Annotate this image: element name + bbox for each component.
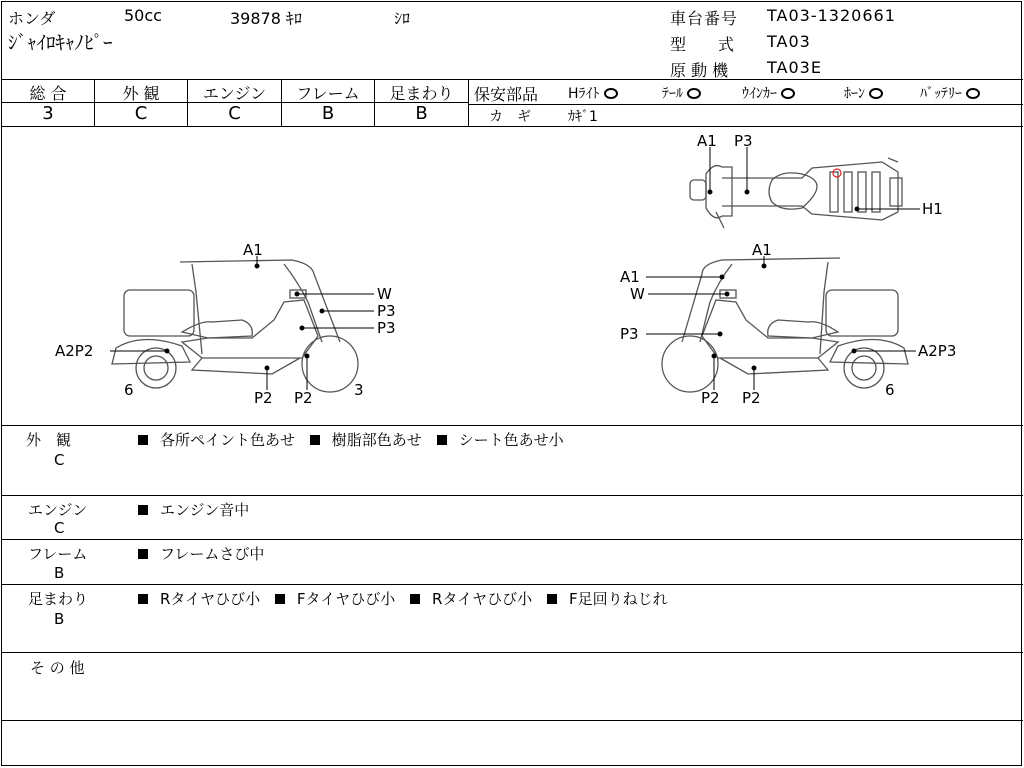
divider [2,720,1023,721]
note-label-exterior: 外 観 [26,431,72,449]
label-top-a1: A1 [697,132,717,150]
safety-item-battery: ﾊﾞｯﾃﾘｰ [920,83,980,103]
label-left-3: 3 [354,381,364,399]
ok-mark-icon [966,88,980,99]
grade-label-engine: エンジン [202,84,267,103]
ok-mark-icon [687,88,701,99]
key-value: ｶｷﾞ1 [568,109,598,125]
divider [2,584,1023,585]
label-right-a1-top: A1 [752,241,772,259]
divider [2,652,1023,653]
bullet-icon [410,594,420,604]
bullet-icon [138,594,148,604]
label-top-h1: H1 [922,200,943,218]
bullet-icon [275,594,285,604]
note-item: 各所ペイント色あせ [160,431,296,449]
label-top-p3: P3 [734,132,753,150]
note-items-frame [138,543,274,564]
note-item: Rタイヤひび小 [160,590,261,608]
grade-label-suspension: 足まわり [389,84,454,103]
note-grade-frame: B [54,564,65,582]
safety-item-tail: ﾃｰﾙ [662,83,701,103]
model-name: ｼﾞｬｲﾛｷｬﾉﾋﾟｰ [8,32,113,54]
grade-label-overall: 総 合 [29,84,67,103]
grade-label-exterior: 外 観 [122,84,160,103]
divider [2,495,1023,496]
damage-mark-icon [833,169,841,177]
note-grade-suspension: B [54,610,65,628]
label-left-a1: A1 [243,241,263,259]
bullet-icon [437,435,447,445]
note-label-suspension: 足まわり [28,590,89,608]
note-items-engine [138,499,259,520]
label-left-p2b: P2 [294,389,313,407]
note-item: 樹脂部色あせ [331,431,422,449]
type-value: TA03 [767,32,811,51]
label-left-6: 6 [124,381,134,399]
bullet-icon [547,594,557,604]
bullet-icon [310,435,320,445]
note-item: F足回りねじれ [568,590,668,608]
left-side-scooter [112,260,358,392]
note-item: フレームさび中 [160,545,265,563]
inspection-sheet [1,1,1022,766]
label-right-p2a: P2 [701,389,720,407]
note-items-suspension [138,588,678,609]
note-label-engine: エンジン [28,501,88,519]
label-right-a1: A1 [620,268,640,286]
frame-no-label: 車台番号 [670,9,739,28]
bullet-icon [138,505,148,515]
mileage: 39878 ｷﾛ [230,9,302,28]
label-right-6: 6 [885,381,895,399]
bullet-icon [138,549,148,559]
label-right-w: W [630,285,645,303]
divider [2,79,1023,80]
note-label-other: そ の 他 [30,659,85,677]
grade-value-suspension: B [415,103,428,124]
top-view-scooter [690,158,902,228]
displacement: 50cc [124,6,162,25]
maker: ホンダ [8,9,56,28]
label-right-a2p3: A2P3 [918,342,957,360]
label-right-p3: P3 [620,325,639,343]
ok-mark-icon [869,88,883,99]
note-item: Fタイヤひび小 [296,590,396,608]
grade-value-overall: 3 [42,103,54,124]
safety-item-headlight: Hﾗｲﾄ [568,83,618,103]
grade-value-engine: C [228,103,241,124]
safety-item-horn: ﾎｰﾝ [844,83,883,103]
right-side-scooter [662,258,908,392]
grade-value-frame: B [321,103,335,124]
frame-no: TA03-1320661 [767,6,896,25]
color: ｼﾛ [394,9,411,28]
safety-title: 保安部品 [474,85,539,104]
safety-item-winker: ｳｲﾝｶｰ [742,83,795,103]
note-grade-exterior: C [54,451,65,469]
label-right-p2b: P2 [742,389,761,407]
ok-mark-icon [604,88,618,99]
vehicle-diagram [2,127,1022,425]
label-left-p2a: P2 [254,389,273,407]
note-label-frame: フレーム [28,545,88,563]
note-items-exterior [138,429,574,450]
divider [2,425,1023,426]
label-left-p3a: P3 [377,302,396,320]
engine-value: TA03E [767,58,822,77]
note-item: エンジン音中 [160,501,250,519]
label-left-w: W [377,285,392,303]
label-left-p3b: P3 [377,319,396,337]
grade-value-exterior: C [134,103,148,124]
ok-mark-icon [781,88,795,99]
note-item: シート色あせ小 [458,431,564,449]
type-label: 型 式 [670,35,735,54]
key-label: カ ギ [489,109,531,125]
engine-label: 原 動 機 [670,61,729,80]
note-item: Rタイヤひび小 [432,590,533,608]
grade-label-frame: フレーム [296,84,360,103]
divider [2,539,1023,540]
bullet-icon [138,435,148,445]
note-grade-engine: C [54,519,65,537]
divider [468,79,469,126]
divider [468,104,1023,105]
label-left-a2p2: A2P2 [55,342,94,360]
